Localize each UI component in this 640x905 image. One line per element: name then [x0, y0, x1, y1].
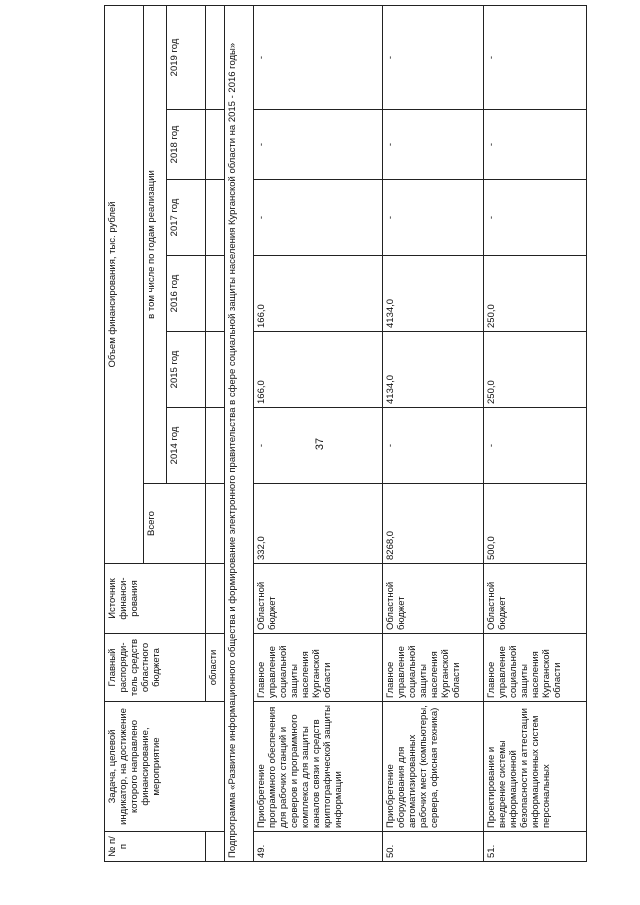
- row-total: 500,0: [484, 484, 587, 564]
- header-empty-cell: [206, 256, 225, 332]
- table-row: [383, 6, 484, 862]
- subprogram-row: [225, 6, 254, 862]
- page-number: 37: [314, 437, 326, 451]
- row-task: Приобретение оборудования для автоматизированных рабочих мест (компьютеры, сервера, офисная техника): [383, 702, 484, 832]
- row-year-2016: 250,0: [484, 256, 587, 332]
- header-year-2019: 2019 год: [167, 6, 206, 110]
- row-source: Областной бюджет: [383, 564, 484, 634]
- row-year-2014: -: [383, 408, 484, 484]
- row-source: Областной бюджет: [254, 564, 383, 634]
- header-year-2018: 2018 год: [167, 110, 206, 180]
- row-year-2014: -: [254, 408, 383, 484]
- row-year-2015: 166,0: [254, 332, 383, 408]
- header-num-cont: [206, 832, 225, 862]
- row-year-2015: 4134,0: [383, 332, 484, 408]
- header-total: Всего: [144, 484, 206, 564]
- row-task: Проектирование и внедрение системы информационной безопасности и аттестации информационных систем персональных: [484, 702, 587, 832]
- header-empty-cell: [206, 180, 225, 256]
- row-source: Областной бюджет: [484, 564, 587, 634]
- row-total: 332,0: [254, 484, 383, 564]
- subprogram-title: Подпрограмма «Развитие информационного общества и формирование электронного правительства в сфере социальной защиты населения Курганской области на 2015 - 2016 годы»: [225, 6, 254, 862]
- header-by-years: в том числе по годам реализации: [144, 6, 167, 484]
- header-year-2015: 2015 год: [167, 332, 206, 408]
- header-year-2016: 2016 год: [167, 256, 206, 332]
- header-year-2017: 2017 год: [167, 180, 206, 256]
- row-year-2017: -: [254, 180, 383, 256]
- header-empty-cell: [206, 110, 225, 180]
- header-empty-cell: [206, 484, 225, 564]
- financing-table: [104, 5, 587, 862]
- row-year-2019: -: [383, 6, 484, 110]
- row-year-2017: -: [383, 180, 484, 256]
- row-num: 50.: [383, 832, 484, 862]
- header-year-2014: 2014 год: [167, 408, 206, 484]
- row-year-2019: -: [254, 6, 383, 110]
- rotated-table-sheet: [104, 36, 563, 862]
- header-manager: Главный распоряди-тель средств областного бюджета: [105, 634, 206, 702]
- header-manager-cont: области: [206, 634, 225, 702]
- header-row-1: [105, 6, 144, 862]
- row-year-2019: -: [484, 6, 587, 110]
- row-year-2014: -: [484, 408, 587, 484]
- row-num: 51.: [484, 832, 587, 862]
- header-empty-cell: [206, 408, 225, 484]
- row-year-2016: 4134,0: [383, 256, 484, 332]
- row-year-2017: -: [484, 180, 587, 256]
- row-manager: Главное управление социальной защиты населения Курганской области: [484, 634, 587, 702]
- header-task: Задача, целевой индикатор, на достижение которого направлено финансирование, мероприятие: [105, 702, 225, 832]
- row-manager: Главное управление социальной защиты населения Курганской области: [254, 634, 383, 702]
- table-rotation-wrapper: [104, 36, 563, 862]
- header-empty-cell: [206, 564, 225, 634]
- row-year-2016: 166,0: [254, 256, 383, 332]
- header-empty-cell: [206, 332, 225, 408]
- row-year-2018: -: [383, 110, 484, 180]
- row-year-2015: 250,0: [484, 332, 587, 408]
- header-num: № п/п: [105, 832, 206, 862]
- header-source: Источник финанси-рования: [105, 564, 206, 634]
- header-empty-cell: [206, 6, 225, 110]
- row-total: 8268,0: [383, 484, 484, 564]
- row-year-2018: -: [484, 110, 587, 180]
- table-row: [484, 6, 587, 862]
- row-num: 49.: [254, 832, 383, 862]
- row-manager: Главное управление социальной защиты населения Курганской области: [383, 634, 484, 702]
- row-year-2018: -: [254, 110, 383, 180]
- table-row: [254, 6, 383, 862]
- header-volume: Объем финансирования, тыс. рублей: [105, 6, 144, 564]
- row-task: Приобретение программного обеспечения для рабочих станций и серверов и программного комплекса для защиты каналов связи и средств криптографической защиты информации: [254, 702, 383, 832]
